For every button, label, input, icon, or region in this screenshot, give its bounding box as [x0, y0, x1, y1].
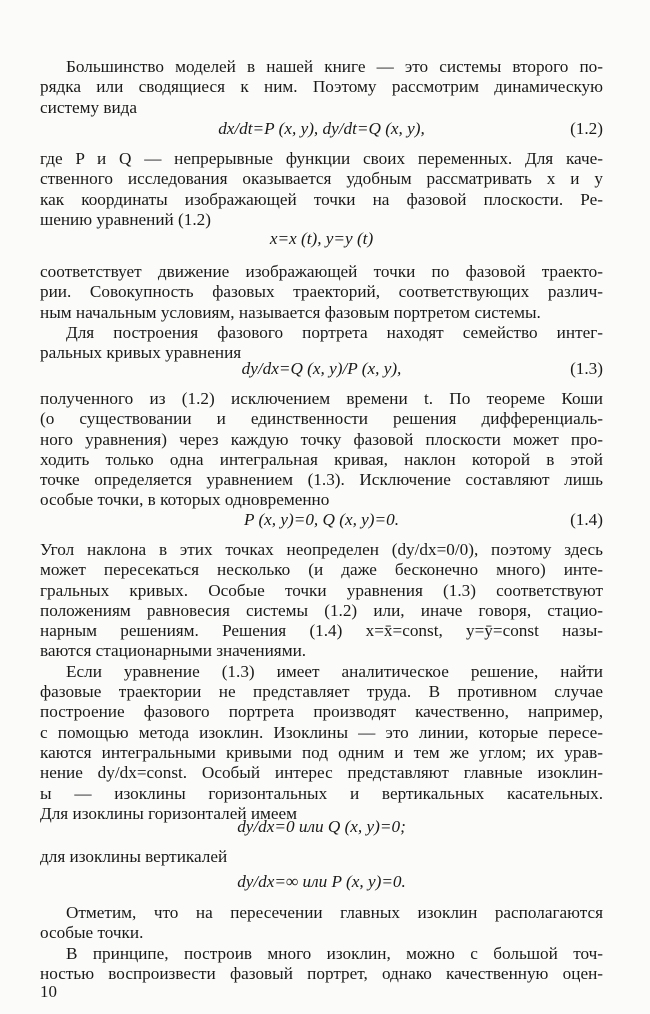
equation-formula: dx/dt=P (x, y), dy/dt=Q (x, y),	[218, 119, 425, 138]
text-line: ным начальным условиям, называется фазовым портретом системы.	[40, 302, 541, 322]
text-line: ностью воспроизвести фазовый портрет, однако качественную оцен-	[40, 963, 603, 983]
paragraph-phase-portrait	[40, 262, 603, 363]
text-line: ы — изоклины горизонтальных и вертикальных касательных.	[40, 783, 603, 803]
text-line: ходить только одна интегральная кривая, наклон которой в этой	[40, 449, 603, 469]
equation-formula: dy/dx=0 или Q (x, y)=0;	[237, 817, 406, 836]
text-line: шению уравнений (1.2)	[40, 209, 211, 229]
text-line: ного уравнения) через каждую точку фазовой плоскости может про-	[40, 429, 603, 449]
text-line: может пересекаться несколько (и даже бесконечно много) инте-	[40, 560, 603, 580]
text-line: Угол наклона в этих точках неопределен (dy/dx=0/0), поэтому здесь	[40, 540, 603, 559]
text-line: фазовые траектории не представляет труда. В противном случае	[40, 682, 603, 702]
equation-number: (1.2)	[570, 119, 603, 138]
text-line: Большинство моделей в нашей книге — это системы второго по-	[66, 57, 603, 76]
text-line: Если уравнение (1.3) имеет аналитическое решение, найти	[66, 661, 603, 681]
paragraph-conclusion	[40, 903, 603, 984]
text-line: каются интегральными кривыми под одним и тем же углом; их урав-	[40, 742, 603, 762]
text-line: особые точки.	[40, 923, 144, 943]
text-line: (о существовании и единственности решения дифференциаль-	[40, 409, 603, 429]
text-line: ваются стационарными значениями.	[40, 641, 307, 661]
text-line: как координаты изображающей точки на фазовой плоскости. Ре-	[40, 189, 603, 209]
text-line: особые точки, в которых одновременно	[40, 490, 330, 510]
text-line: нение dy/dx=const. Особый интерес представляют главные изоклин-	[40, 763, 603, 783]
text-line: систему вида	[40, 97, 138, 117]
text-line: Для построения фазового портрета находят семейство интег-	[66, 322, 603, 342]
page-number: 10	[40, 982, 57, 1001]
paragraph-singular-points	[40, 540, 603, 824]
text-line: построение фазового портрета производят качественно, например,	[40, 702, 603, 722]
text-line: где P и Q — непрерывные функции своих переменных. Для каче-	[40, 149, 603, 168]
equation-formula: dy/dx=Q (x, y)/P (x, y),	[241, 359, 402, 378]
text-line: точке определяется уравнением (1.3). Исключение составляют лишь	[40, 470, 603, 490]
paragraph-vertical-isocline	[40, 847, 603, 867]
text-line: для изоклины вертикалей	[40, 847, 228, 866]
text-line: ральных кривых уравнения	[40, 343, 242, 363]
equation-number: (1.3)	[570, 359, 603, 378]
paragraph-intro	[40, 57, 603, 118]
text-line: рии. Совокупность фазовых траекторий, соответствующих различ-	[40, 282, 603, 302]
text-line: гральных кривых. Особые точки уравнения (1.3) соответствуют	[40, 580, 603, 600]
text-line: положениям равновесия системы (1.2) или, иначе говоря, стацио-	[40, 600, 603, 620]
text-line: соответствует движение изображающей точки по фазовой траекто-	[40, 262, 603, 281]
equation-formula: dy/dx=∞ или P (x, y)=0.	[237, 872, 406, 891]
paragraph-cauchy	[40, 389, 603, 511]
text-line: Отметим, что на пересечении главных изоклин располагаются	[66, 903, 603, 922]
text-line: ственного исследования оказывается удобным рассматривать x и y	[40, 169, 603, 189]
text-line: В принципе, построив много изоклин, можно с большой точ-	[66, 943, 603, 963]
text-line: с помощью метода изоклин. Изоклины — это линии, которые пересе-	[40, 722, 603, 742]
equation-formula: x=x (t), y=y (t)	[269, 229, 374, 248]
paragraph-functions	[40, 149, 603, 230]
text-line: нарным решениям. Решения (1.4) x=x̄=const, y=ȳ=const назы-	[40, 621, 603, 641]
equation-number: (1.4)	[570, 510, 603, 529]
text-line: Для изоклины горизонталей имеем	[40, 803, 298, 823]
text-line: полученного из (1.2) исключением времени t. По теореме Коши	[40, 389, 603, 408]
equation-formula: P (x, y)=0, Q (x, y)=0.	[243, 510, 400, 529]
text-line: рядка или сводящиеся к ним. Поэтому рассмотрим динамическую	[40, 77, 603, 97]
